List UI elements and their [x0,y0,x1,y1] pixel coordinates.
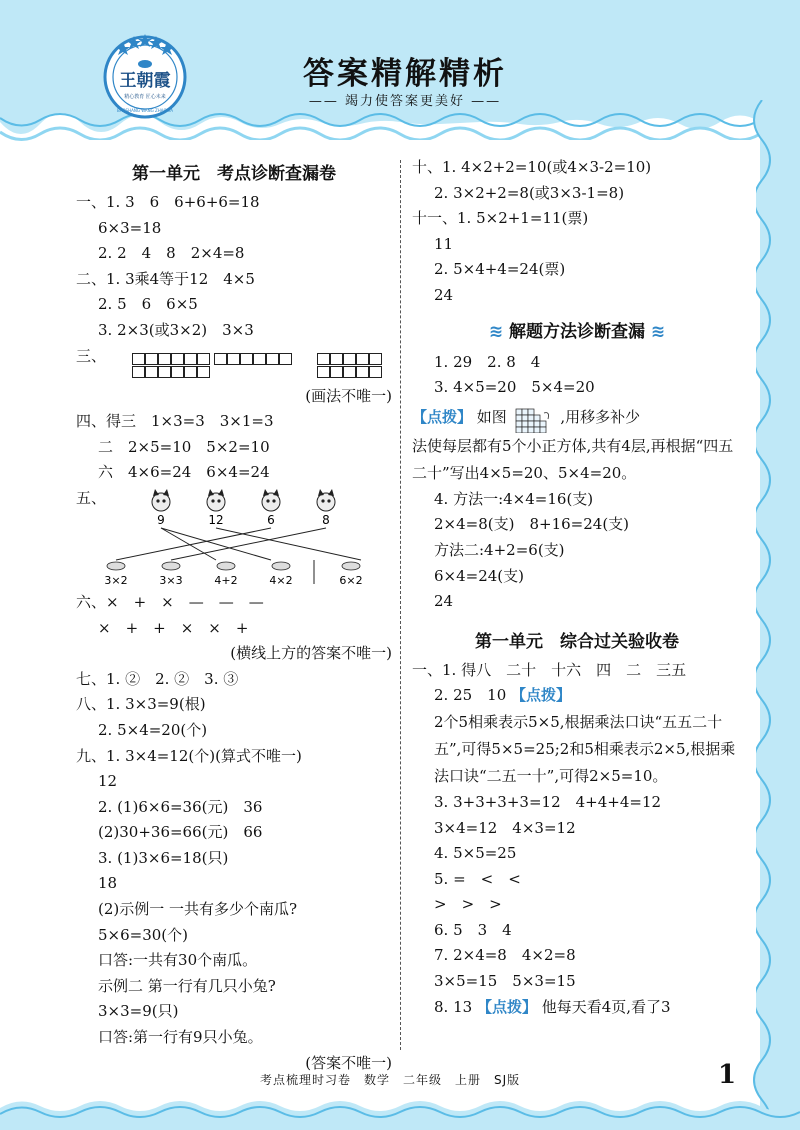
page-number: 1 [718,1060,737,1090]
tip-line [412,995,742,1021]
section-subtitle-methods [412,317,742,342]
page-title: 答案精解精析 [303,56,507,92]
note-line: (横线上方的答案不唯一) [230,644,392,663]
answer-line-5-matching [76,486,392,590]
answer-line: 18 [98,874,118,893]
cat-icon [152,489,170,511]
svg-text:王朝霞: 王朝霞 [119,71,171,91]
answer-line: 12 [98,772,118,791]
cat-fish-matching-figure [96,486,396,590]
answer-line: 3×5=15 5×3=15 [434,972,576,991]
subtitle-text: 解题方法诊断查漏 [509,321,645,342]
answer-line: 2. 5×4=20(个) [98,720,208,739]
answer-line: 7. 2×4=8 4×2=8 [434,946,576,965]
answer-line: 七、1. ② 2. ② 3. ③ [76,669,239,688]
answer-line: 11 [434,234,454,253]
cat-icon [207,489,225,511]
tip-paragraph: 2个5相乘表示5×5,根据乘法口诀“五五二十五”,可得5×5=25;2和5相乘表示2×5,根据乘法口诀“二五一十”,可得2×5=10。 [434,712,736,785]
fish-expression: 6×2 [339,573,363,587]
cat-number: 6 [267,512,275,527]
wave-mark-icon: ≋ [650,321,666,342]
answer-line: 九、1. 3×4=12(个)(算式不唯一) [76,746,302,765]
answer-line: 2. 5×4+4=24(票) [434,260,566,279]
answer-line: 5×6=30(个) [98,925,189,944]
section-title-unit1-review: 第一单元 综合过关验收卷 [475,631,679,652]
answer-line: 5. = < < [434,869,521,888]
answer-line: 十、1. 4×2+2=10(或4×3-2=10) [412,158,652,176]
answer-line: 口答:第一行有9只小兔。 [98,1028,263,1047]
note-line: (答案不唯一) [305,1053,392,1072]
answer-line: 3. (1)3×6=18(只) [98,848,229,867]
answer-line: 2. (1)6×6=36(元) 36 [98,797,263,816]
answer-line: 一、1. 3 6 6+6+6=18 [76,193,260,211]
answer-line: 2. 5 6 6×5 [98,295,198,314]
answer-line: 4. 5×5=25 [434,844,517,863]
answer-label: 五、 [76,488,107,507]
svg-text:BAOSHANG WANG ZHAOXIA: BAOSHANG WANG ZHAOXIA [116,108,174,113]
note-line: (画法不唯一) [305,386,392,405]
fish-icon [217,562,235,570]
answer-line: 二、1. 3乘4等于12 4×5 [76,269,255,288]
cat-number: 8 [322,512,330,527]
tip-line [412,683,742,709]
answer-line: 2. 3×2+2=8(或3×3-1=8) [434,183,625,202]
answer-text: 2. 25 10 [434,686,507,705]
square-grid [317,353,381,378]
fish-expression: 4+2 [214,573,238,587]
answer-line: 八、1. 3×3=9(根) [76,695,206,714]
fish-icon [107,562,125,570]
page-footer: 考点梳理时习卷 数学 二年级 上册 SJ版 [260,1073,521,1087]
tip-paragraph: 法使每层都有5个小正方体,共有4层,再根据“四五二十”写出4×5=20、5×4=20。 [412,436,734,482]
fish-icon [162,562,180,570]
right-column [412,155,742,1020]
fish-expression: 4×2 [269,573,293,587]
section-title-unit1-diagnosis: 第一单元 考点诊断查漏卷 [132,164,336,184]
answer-line: 六 4×6=24 6×4=24 [98,463,270,482]
answer-line: (2)示例一 一共有多少个南瓜? [98,900,298,919]
answer-line: 2. 2 4 8 2×4=8 [98,244,245,263]
fish-expression: 3×2 [104,573,128,587]
answer-line: 4. 方法一:4×4=16(支) [434,489,594,508]
publisher-logo [100,30,190,120]
answer-line: 3. 2×3(或3×2) 3×3 [98,320,254,339]
column-divider [400,160,401,1050]
answer-text: 8. 13 [434,997,473,1016]
answer-line: 6×4=24(支) [434,566,525,585]
answer-line: 6×3=18 [98,218,162,237]
cube-stack-figure [514,403,554,433]
answer-line: 6. 5 3 4 [434,920,512,939]
answer-line: 一、1. 得八 二十 十六 四 二 三五 [412,660,687,679]
tip-text: ,用移多补少 [560,407,641,426]
fish-expression: 3×3 [159,573,183,587]
left-column [76,155,392,1076]
square-drawing-a [132,348,291,378]
answer-line: 3. 4×5=20 5×4=20 [434,378,595,397]
answer-line: × + + × × + [98,618,249,637]
answer-line: 3×4=12 4×3=12 [434,818,576,837]
answer-line: 2×4=8(支) 8+16=24(支) [434,515,630,534]
cat-icon [262,489,280,511]
answer-line: (2)30+36=66(元) 66 [98,823,263,842]
fish-icon [272,562,290,570]
cat-number: 9 [157,512,165,527]
cat-icon [317,489,335,511]
answer-line: 十一、1. 5×2+1=11(票) [412,209,589,228]
answer-line-3-squares [76,344,392,384]
tip-label: 【点拨】 [511,686,572,705]
answer-line: 方法二:4+2=6(支) [434,540,565,559]
answer-line: 3. 3+3+3+3=12 4+4+4=12 [434,792,662,811]
square-grid [132,353,209,378]
tip-text: 他每天看4页,看了3 [541,997,671,1016]
answer-line: 六、× + × — — — [76,592,264,611]
tip-text: 如图 [476,407,507,426]
answer-line: 1. 29 2. 8 4 [434,352,541,371]
wave-mark-icon: ≋ [488,321,504,342]
tip-label: 【点拨】 [476,997,537,1016]
answer-line: 24 [434,592,454,611]
answer-line: 24 [434,285,454,304]
answer-line: 口答:一共有30个南瓜。 [98,951,258,970]
answer-line: > > > [434,895,502,914]
svg-text:精心教育 匠心未来: 精心教育 匠心未来 [124,94,166,100]
tip-line [412,401,742,433]
answer-line: 示例二 第一行有几只小兔? [98,976,276,995]
answer-line: 3×3=9(只) [98,1002,179,1021]
fish-icon [342,562,360,570]
answer-label: 三、 [76,346,107,365]
square-drawing-b [317,348,381,378]
page-subtitle: —— 竭力使答案更美好 —— [308,94,502,109]
square-grid [214,353,291,365]
cat-number: 12 [208,512,224,527]
answer-line: 四、得三 1×3=3 3×1=3 [76,412,274,431]
answer-line: 二 2×5=10 5×2=10 [98,437,270,456]
tip-label: 【点拨】 [412,407,473,426]
